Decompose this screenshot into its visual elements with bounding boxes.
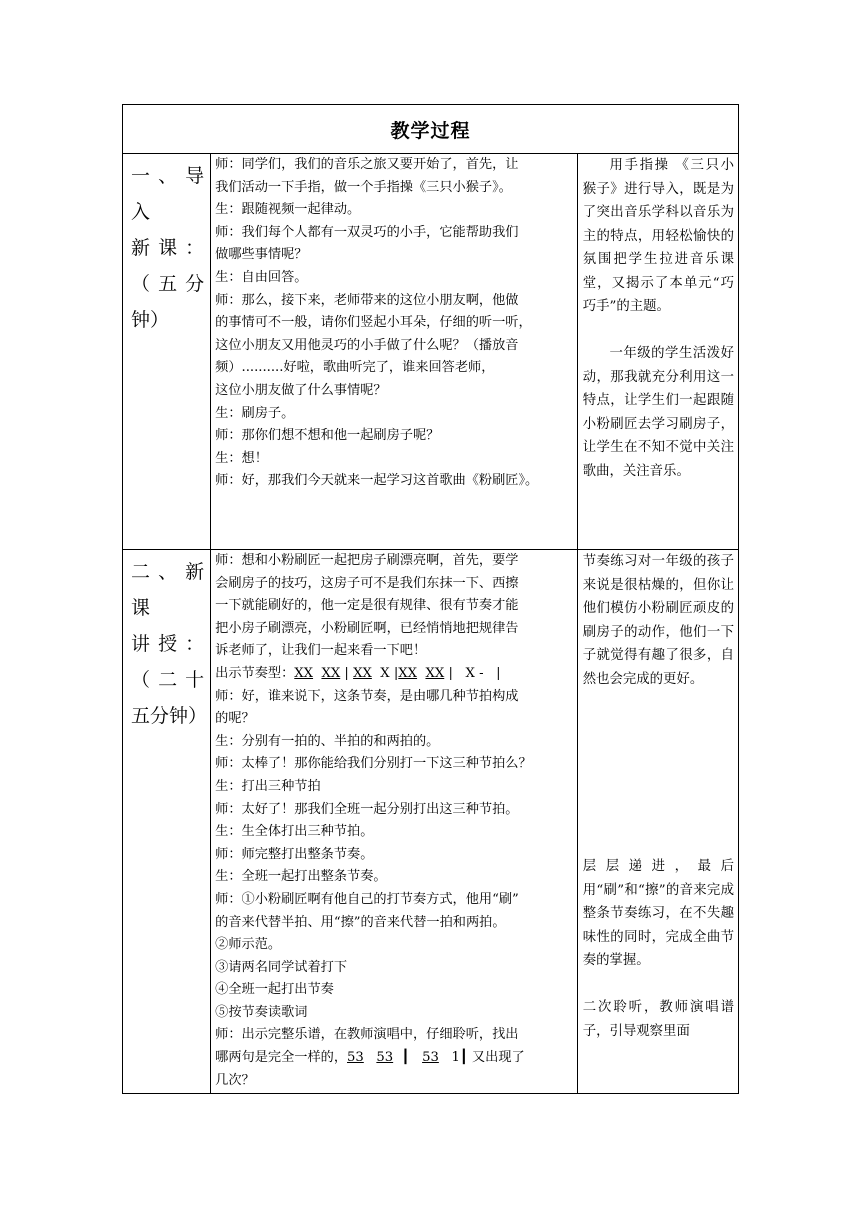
rhythm-note: XX bbox=[294, 665, 314, 681]
content-line: 师：好，谁来说下，这条节奏，是由哪几种节拍构成 bbox=[215, 688, 519, 704]
design-note: 一年级的学生活泼好动，那我就充分利用这一特点，让学生们一起跟随小粉刷匠去学习刷房子，让学生在不知不觉中关注歌曲，关注音乐。 bbox=[582, 346, 734, 479]
content-line: 做哪些事情呢？ bbox=[215, 247, 308, 263]
design-note: 用手指操 《三只小猴子》进行导入，既是为了突出音乐学科以音乐为主的特点，用轻松愉快的氛围把学生拉进音乐课堂，又揭示了本单元“巧巧手”的主题。 bbox=[582, 158, 734, 314]
bar-line: | bbox=[344, 665, 349, 681]
section-new-lesson-notes bbox=[577, 550, 738, 1094]
design-note: 二次聆听，教师演唱谱子，引导观察里面 bbox=[582, 1000, 734, 1039]
content-line: 几次？ bbox=[215, 1072, 255, 1088]
score-prefix: 哪两句是完全一样的， bbox=[215, 1050, 348, 1066]
content-line: 的事情可不一般，请你们竖起小耳朵，仔细的听一听， bbox=[215, 315, 532, 331]
content-line: 师：好，那我们今天就来一起学习这首歌曲《粉刷匠》。 bbox=[215, 473, 539, 489]
rhythm-note: XX bbox=[425, 665, 445, 681]
rhythm-note: X bbox=[380, 665, 390, 681]
content-line: 生：想！ bbox=[215, 450, 268, 466]
bar-line: ┃ bbox=[401, 1050, 410, 1066]
content-line: 师：同学们，我们的音乐之旅又要开始了，首先，让 bbox=[215, 157, 519, 172]
section-new-lesson-label bbox=[123, 550, 211, 1094]
content-line: 生：自由回答。 bbox=[215, 269, 308, 285]
label-line: 钟） bbox=[131, 309, 170, 331]
rhythm-note: XX bbox=[353, 665, 372, 681]
content-line: 一下就能刷好的，他一定是很有规律、很有节奏才能 bbox=[215, 598, 519, 614]
section-intro-content bbox=[211, 154, 578, 550]
content-line: 把小房子刷漂亮，小粉刷匠啊，已经悄悄地把规律告 bbox=[215, 620, 519, 636]
label-line: 五分钟） bbox=[131, 705, 208, 727]
rhythm-note: XX bbox=[398, 665, 418, 681]
content-line: 师：师完整打出整条节奏。 bbox=[215, 846, 374, 862]
content-line: ②师示范。 bbox=[215, 937, 282, 953]
content-line: 生：跟随视频一起律动。 bbox=[215, 202, 361, 218]
label-line: （ 二 十 bbox=[131, 669, 205, 691]
content-line: ④全班一起打出节奏 bbox=[215, 982, 334, 998]
content-line: 生：生全体打出三种节拍。 bbox=[215, 824, 374, 840]
content-line: 师：①小粉刷匠啊有他自己的打节奏方式，他用“刷” bbox=[215, 891, 519, 907]
design-note: 节奏练习对一年级的孩子来说是很枯燥的，但你让他们模仿小粉刷匠顽皮的刷房子的动作，他们一下子就觉得有趣了很多，自然也会完成的更好。 bbox=[582, 554, 734, 687]
content-line: 的呢？ bbox=[215, 711, 255, 727]
bar-line: | bbox=[393, 665, 399, 681]
content-line: 的音来代替半拍、用“擦”的音来代替一拍和两拍。 bbox=[215, 914, 506, 930]
content-line: 师：那么，接下来，老师带来的这位小朋友啊，他做 bbox=[215, 292, 519, 308]
section-new-lesson-row bbox=[123, 550, 739, 1094]
section-new-lesson-content bbox=[211, 550, 578, 1094]
section-intro-notes bbox=[577, 154, 738, 550]
rhythm-pattern-line bbox=[215, 663, 573, 686]
label-line: 新 课 ： bbox=[131, 237, 205, 259]
table-title: 教学过程 bbox=[123, 105, 739, 154]
content-line: 师：我们每个人都有一双灵巧的小手，它能帮助我们 bbox=[215, 224, 519, 240]
content-line: 师：那你们想不想和他一起刷房子呢？ bbox=[215, 428, 440, 444]
content-line: 这位小朋友又用他灵巧的小手做了什么呢？（播放音 bbox=[215, 337, 519, 353]
content-line: 这位小朋友做了什么事情呢？ bbox=[215, 382, 387, 398]
bar-line: | bbox=[496, 665, 501, 681]
section-intro-label bbox=[123, 154, 211, 550]
label-line: 讲 授 ： bbox=[131, 633, 205, 655]
content-line: 我们活动一下手指，做一个手指操《三只小猴子》。 bbox=[215, 179, 512, 195]
rhythm-prefix: 出示节奏型： bbox=[215, 665, 295, 681]
section-intro-row bbox=[123, 154, 739, 550]
content-line: 师：出示完整乐谱，在教师演唱中，仔细聆听，找出 bbox=[215, 1027, 519, 1043]
label-line: 一、导入 bbox=[131, 165, 205, 223]
content-line: 频）..........好啦，歌曲听完了，谁来回答老师， bbox=[215, 360, 495, 376]
content-line: 诉老师了，让我们一起来看一下吧！ bbox=[215, 643, 427, 659]
bar-line: | bbox=[448, 665, 453, 681]
content-line: 生：刷房子。 bbox=[215, 405, 295, 421]
label-line: 二、新课 bbox=[131, 561, 205, 619]
rhythm-note: X - bbox=[465, 665, 484, 681]
rhythm-note: XX bbox=[321, 665, 341, 681]
score-note: 1 bbox=[451, 1050, 460, 1066]
teaching-process-table bbox=[122, 104, 739, 1094]
score-line bbox=[215, 1047, 573, 1070]
bar-line: ┃ bbox=[459, 1050, 468, 1066]
content-line: 会刷房子的技巧，这房子可不是我们东抹一下、西擦 bbox=[215, 575, 519, 591]
score-note: 53 bbox=[347, 1050, 364, 1066]
label-line: （ 五 分 bbox=[131, 273, 205, 295]
content-line: ⑤按节奏读歌词 bbox=[215, 1004, 308, 1020]
content-line: ③请两名同学试着打下 bbox=[215, 959, 348, 975]
content-line: 师：太好了！那我们全班一起分别打出这三种节拍。 bbox=[215, 801, 519, 817]
score-note: 53 bbox=[376, 1050, 394, 1066]
content-line: 师：想和小粉刷匠一起把房子刷漂亮啊，首先，要学 bbox=[215, 553, 519, 568]
content-line: 师：太棒了！那你能给我们分别打一下这三种节拍么？ bbox=[215, 756, 532, 772]
content-line: 生：分别有一拍的、半拍的和两拍的。 bbox=[215, 733, 440, 749]
score-suffix: 又出现了 bbox=[467, 1050, 525, 1066]
content-line: 生：全班一起打出整条节奏。 bbox=[215, 869, 387, 885]
content-line: 生：打出三种节拍 bbox=[215, 778, 321, 794]
design-note: 层层递进，最后用“刷”和“擦”的音来完成整条节奏练习，在不失趣味性的同时，完成全曲节奏的掌握。 bbox=[582, 859, 734, 968]
score-note: 53 bbox=[422, 1050, 439, 1066]
